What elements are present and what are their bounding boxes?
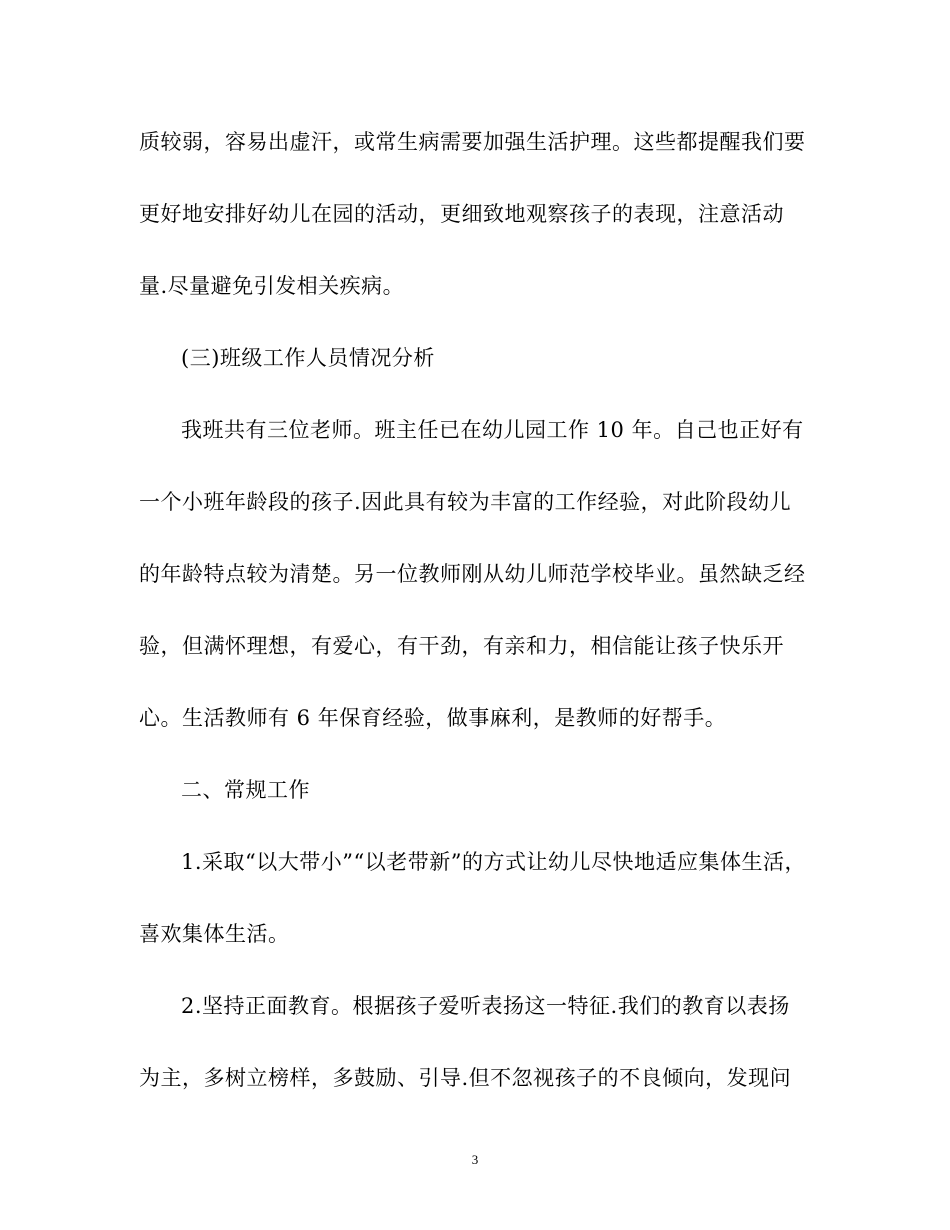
text-line: 我班共有三位老师。班主任已在幼儿园工作 10 年。自己也正好有 xyxy=(181,418,804,442)
page-number: 3 xyxy=(471,1152,479,1167)
text-line: 量.尽量避免引发相关疾病。 xyxy=(139,274,405,298)
section-heading: 二、常规工作 xyxy=(181,778,310,802)
text-line: 1.采取“以大带小”“以老带新”的方式让幼儿尽快地适应集体生活， xyxy=(181,850,806,874)
text-line: 心。生活教师有 6 年保育经验，做事麻利，是教师的好帮手。 xyxy=(139,706,727,730)
text-line: 2.坚持正面教育。根据孩子爱听表扬这一特征.我们的教育以表扬 xyxy=(181,994,790,1018)
text-line: 更好地安排好幼儿在园的活动，更细致地观察孩子的表现，注意活动 xyxy=(139,202,784,226)
text-line: 质较弱，容易出虚汗，或常生病需要加强生活护理。这些都提醒我们要 xyxy=(139,130,806,154)
text-line: 的年龄特点较为清楚。另一位教师刚从幼儿师范学校毕业。虽然缺乏经 xyxy=(139,562,806,586)
text-line: 验，但满怀理想，有爱心，有干劲，有亲和力，相信能让孩子快乐开 xyxy=(139,634,784,658)
text-line: 为主，多树立榜样，多鼓励、引导.但不忽视孩子的不良倾向，发现问 xyxy=(139,1066,792,1090)
text-line: 喜欢集体生活。 xyxy=(139,922,290,946)
text-line: 一个小班年龄段的孩子.因此具有较为丰富的工作经验，对此阶段幼儿 xyxy=(139,490,792,514)
section-heading: (三)班级工作人员情况分析 xyxy=(181,346,435,370)
